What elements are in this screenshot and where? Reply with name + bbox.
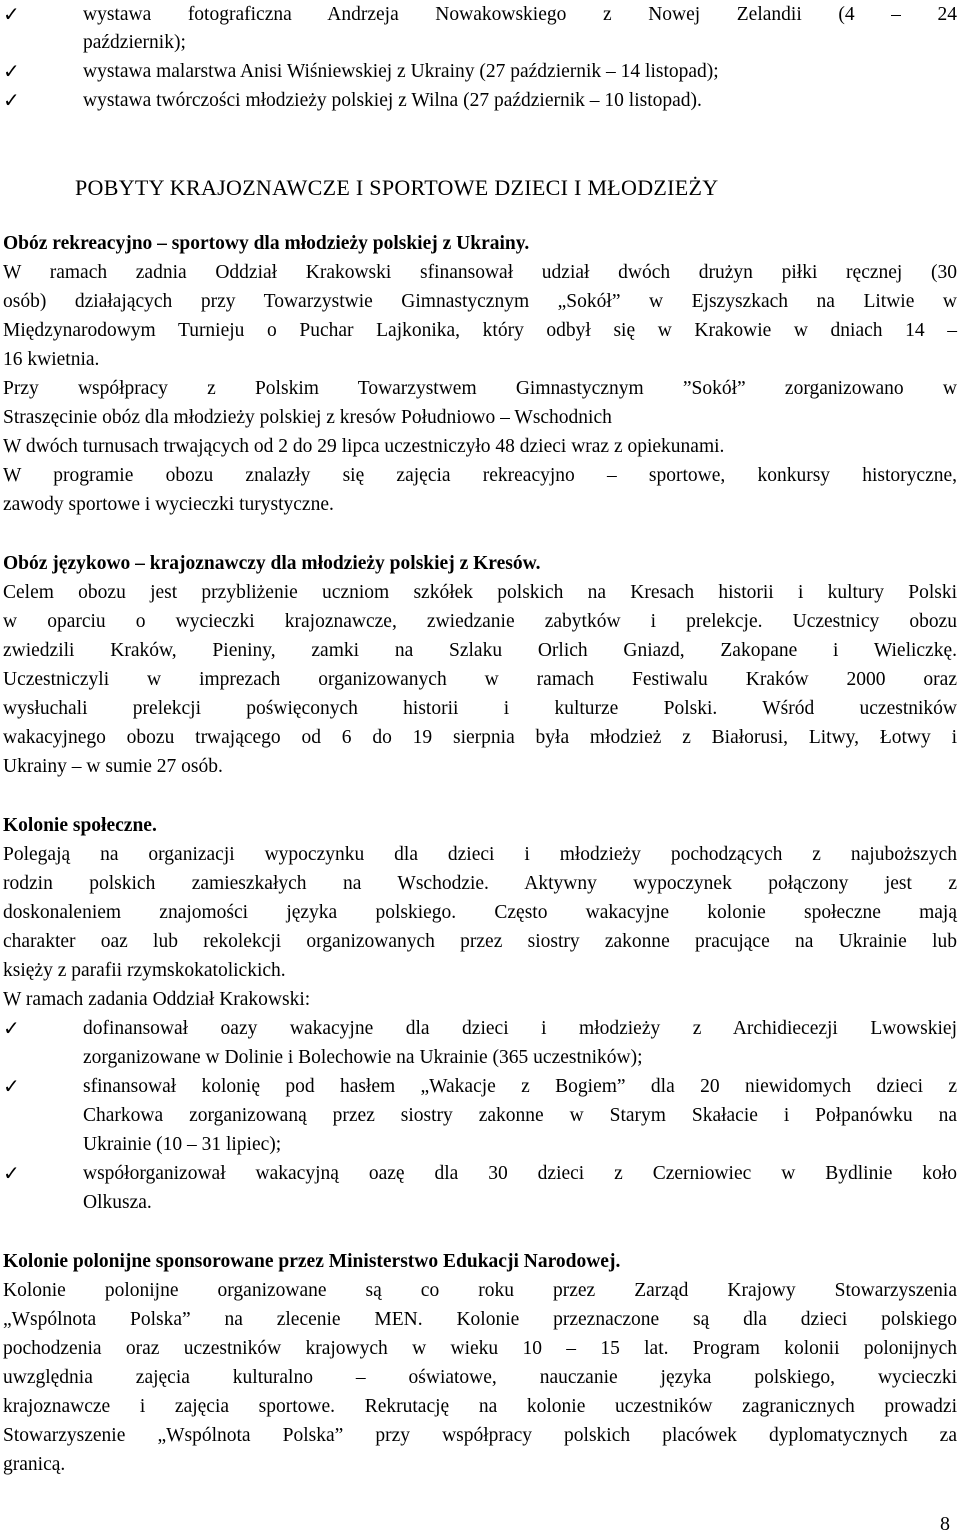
paragraph-line: „Wspólnota Polska” na zlecenie MEN. Kolonie przeznaczone są dla dzieci polskiego [3, 1309, 957, 1330]
paragraph-line: W ramach zadnia Oddział Krakowski sfinansował udział dwóch drużyn piłki ręcznej (30 [3, 262, 957, 283]
list-item: wystawa twórczości młodzieży polskiej z Wilna (27 październik – 10 listopad). [83, 90, 702, 111]
paragraph-line: Celem obozu jest przybliżenie uczniom szkółek polskich na Kresach historii i kultury Polski [3, 582, 957, 603]
check-icon: ✓ [3, 2, 20, 26]
check-icon: ✓ [3, 1161, 20, 1185]
list-item: wystawa fotograficzna Andrzeja Nowakowskiego z Nowej Zelandii (4 – 24 [83, 4, 957, 25]
paragraph-line: księży z parafii rzymskokatolickich. [3, 960, 286, 981]
paragraph-line: wysłuchali prelekcji poświęconych historii i kulturze Polski. Wśród uczestników [3, 698, 957, 719]
kolonie-polonijne-title: Kolonie polonijne sponsorowane przez Ministerstwo Edukacji Narodowej. [3, 1251, 621, 1272]
paragraph-line: W ramach zadania Oddział Krakowski: [3, 989, 311, 1010]
list-item: sfinansował kolonię pod hasłem „Wakacje z Bogiem” dla 20 niewidomych dzieci z [83, 1076, 957, 1097]
paragraph-line: Ukrainy – w sumie 27 osób. [3, 756, 223, 777]
check-icon: ✓ [3, 1074, 20, 1098]
page-number: 8 [940, 1513, 950, 1535]
paragraph-line: charakter oaz lub rekolekcji organizowanych przez siostry zakonne pracujące na Ukrainie lub [3, 931, 957, 952]
paragraph-line: Przy współpracy z Polskim Towarzystwem Gimnastycznym ”Sokół” zorganizowano w [3, 378, 957, 399]
paragraph-line: Stowarzyszenie „Wspólnota Polska” przy współpracy polskich placówek dyplomatycznych za [3, 1425, 957, 1446]
paragraph-line: doskonaleniem znajomości języka polskiego. Często wakacyjne kolonie społeczne mają [3, 902, 957, 923]
list-item: wystawa malarstwa Anisi Wiśniewskiej z Ukrainy (27 październik – 14 listopad); [83, 61, 719, 82]
paragraph-line: Polegają na organizacji wypoczynku dla dzieci i młodzieży pochodzących z najuboższych [3, 844, 957, 865]
kolonie-spoleczne-title: Kolonie społeczne. [3, 815, 157, 836]
list-item-continuation: Charkowa zorganizowaną przez siostry zakonne w Starym Skałacie i Połpanówku na [83, 1105, 957, 1126]
paragraph-line: pochodzenia oraz uczestników krajowych w wieku 10 – 15 lat. Program kolonii polonijnych [3, 1338, 957, 1359]
paragraph-line: w oparciu o wycieczki krajoznawcze, zwiedzanie zabytków i prelekcje. Uczestnicy obozu [3, 611, 957, 632]
list-item-continuation: Olkusza. [83, 1192, 152, 1213]
list-item: współorganizował wakacyjną oazę dla 30 dzieci z Czerniowiec w Bydlinie koło [83, 1163, 957, 1184]
list-item: dofinansował oazy wakacyjne dla dzieci i młodzieży z Archidiecezji Lwowskiej [83, 1018, 957, 1039]
list-item-continuation: październik); [83, 32, 186, 53]
check-icon: ✓ [3, 88, 20, 112]
section-heading: POBYTY KRAJOZNAWCZE I SPORTOWE DZIECI I MŁODZIEŻY [75, 175, 719, 200]
paragraph-line: Straszęcinie obóz dla młodzieży polskiej z kresów Południowo – Wschodnich [3, 407, 612, 428]
check-icon: ✓ [3, 1016, 20, 1040]
paragraph-line: rodzin polskich zamieszkałych na Wschodzie. Aktywny wypoczynek połączony jest z [3, 873, 957, 894]
paragraph-line: Uczestniczyli w imprezach organizowanych w ramach Festiwalu Kraków 2000 oraz [3, 669, 957, 690]
paragraph-line: W programie obozu znalazły się zajęcia rekreacyjno – sportowe, konkursy historyczne, [3, 465, 957, 486]
paragraph-line: osób) działających przy Towarzystwie Gimnastycznym „Sokół” w Ejszyszkach na Litwie w [3, 291, 957, 312]
paragraph-line: granicą. [3, 1454, 66, 1475]
paragraph-line: wakacyjnego obozu trwającego od 6 do 19 sierpnia była młodzież z Białorusi, Litwy, Łotwy i [3, 727, 957, 748]
paragraph-line: zwiedzili Kraków, Pieniny, zamki na Szlaku Orlich Gniazd, Zakopane i Wieliczkę. [3, 640, 957, 661]
oboz-rekreacyjny-title: Obóz rekreacyjno – sportowy dla młodzieży polskiej z Ukrainy. [3, 233, 530, 254]
paragraph-line: W dwóch turnusach trwających od 2 do 29 lipca uczestniczyło 48 dzieci wraz z opiekunami. [3, 436, 725, 457]
paragraph-line: Międzynarodowym Turnieju o Puchar Lajkonika, który odbył się w Krakowie w dniach 14 – [3, 320, 957, 341]
paragraph-line: uwzględnia zajęcia kulturalno – oświatowe, nauczanie języka polskiego, wycieczki [3, 1367, 957, 1388]
list-item-continuation: Ukrainie (10 – 31 lipiec); [83, 1134, 282, 1155]
list-item-continuation: zorganizowane w Dolinie i Bolechowie na Ukrainie (365 uczestników); [83, 1047, 643, 1068]
paragraph-line: Kolonie polonijne organizowane są co roku przez Zarząd Krajowy Stowarzyszenia [3, 1280, 957, 1301]
check-icon: ✓ [3, 59, 20, 83]
oboz-jezykowy-title: Obóz językowo – krajoznawczy dla młodzieży polskiej z Kresów. [3, 553, 541, 574]
paragraph-line: krajoznawcze i zajęcia sportowe. Rekrutację na kolonie uczestników zagranicznych prowadzi [3, 1396, 957, 1417]
paragraph-line: zawody sportowe i wycieczki turystyczne. [3, 494, 334, 515]
paragraph-line: 16 kwietnia. [3, 349, 100, 370]
